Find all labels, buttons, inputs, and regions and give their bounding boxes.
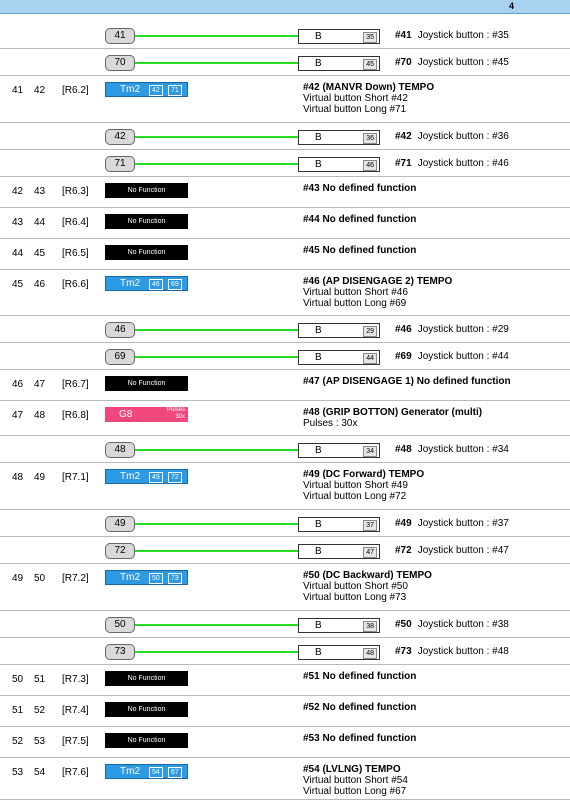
link-text: Joystick button : #34 <box>417 444 509 455</box>
link-text: Joystick button : #46 <box>417 158 509 169</box>
function-title-text: #46 (AP DISENGAGE 2) TEMPO <box>303 276 453 287</box>
link-description <box>395 324 509 335</box>
link-text: Joystick button : #35 <box>417 30 509 41</box>
no-function-block[interactable]: No Function <box>105 702 188 717</box>
joystick-button-box[interactable] <box>298 443 380 458</box>
tempo-label: Tm2 <box>120 766 140 777</box>
link-description <box>395 131 509 142</box>
tempo-block[interactable] <box>105 82 188 97</box>
function-title <box>303 183 416 194</box>
function-description <box>303 671 416 682</box>
link-description <box>395 518 509 529</box>
link-text: Joystick button : #36 <box>417 131 509 142</box>
joystick-button-number: 35 <box>363 32 377 43</box>
virtual-button-id: #49 <box>395 518 412 529</box>
joystick-button-label: B <box>315 647 322 658</box>
table-row <box>0 696 570 727</box>
function-title <box>303 245 416 256</box>
table-row <box>0 270 570 316</box>
tempo-long-button: 72 <box>168 472 182 483</box>
virtual-button-id: #42 <box>395 131 412 142</box>
table-row <box>0 510 570 537</box>
row-index: 53 <box>12 767 24 778</box>
function-detail: Virtual button Long #71 <box>303 104 407 115</box>
register-ref: [R6.4] <box>62 217 89 228</box>
generator-pulses-label: Pulses <box>166 407 185 413</box>
function-detail: Virtual button Short #42 <box>303 93 408 104</box>
button-index: 54 <box>34 767 46 778</box>
link-text: Joystick button : #37 <box>417 518 509 529</box>
link-wire <box>135 35 298 37</box>
function-detail: Virtual button Long #67 <box>303 786 407 797</box>
joystick-button-box[interactable] <box>298 618 380 633</box>
row-index: 42 <box>12 186 24 197</box>
link-text: Joystick button : #44 <box>417 351 509 362</box>
function-detail: Virtual button Short #54 <box>303 775 408 786</box>
joystick-button-box[interactable] <box>298 517 380 532</box>
register-ref: [R6.2] <box>62 85 89 96</box>
function-description <box>303 276 452 309</box>
joystick-button-label: B <box>315 620 322 631</box>
register-ref: [R7.6] <box>62 767 89 778</box>
joystick-button-label: B <box>315 519 322 530</box>
link-description <box>395 57 509 68</box>
table-row <box>0 638 570 665</box>
link-text: Joystick button : #29 <box>417 324 509 335</box>
button-index: 49 <box>34 472 46 483</box>
link-wire <box>135 523 298 525</box>
tempo-short-button: 46 <box>149 279 163 290</box>
button-index: 48 <box>34 410 46 421</box>
tempo-label: Tm2 <box>120 84 140 95</box>
virtual-button-id: #71 <box>395 158 412 169</box>
virtual-button-id: #73 <box>395 646 412 657</box>
table-row <box>0 316 570 343</box>
button-index: 50 <box>34 573 46 584</box>
button-index: 53 <box>34 736 46 747</box>
function-title-text: #45 No defined function <box>303 245 417 256</box>
function-detail: Virtual button Long #69 <box>303 298 407 309</box>
function-detail: Virtual button Short #49 <box>303 480 408 491</box>
register-ref: [R7.5] <box>62 736 89 747</box>
joystick-button-label: B <box>315 31 322 42</box>
function-title-text: #48 (GRIP BOTTON) Generator (multi) <box>303 407 483 418</box>
row-index: 46 <box>12 379 24 390</box>
function-description <box>303 733 416 744</box>
table-row <box>0 436 570 463</box>
button-index: 46 <box>34 279 46 290</box>
function-title <box>303 702 416 713</box>
joystick-button-number: 37 <box>363 520 377 531</box>
tempo-short-button: 42 <box>149 85 163 96</box>
joystick-button-box[interactable] <box>298 130 380 145</box>
row-index: 45 <box>12 279 24 290</box>
function-description <box>303 183 416 194</box>
function-title-text: #43 No defined function <box>303 183 417 194</box>
virtual-button-pill[interactable]: 50 <box>105 617 135 633</box>
table-row <box>0 564 570 611</box>
table-row <box>0 727 570 758</box>
virtual-button-id: #69 <box>395 351 412 362</box>
function-description <box>303 214 416 225</box>
table-row <box>0 49 570 76</box>
function-description <box>303 245 416 256</box>
table-row <box>0 370 570 401</box>
joystick-button-number: 38 <box>363 621 377 632</box>
virtual-button-pill[interactable]: 46 <box>105 322 135 338</box>
register-ref: [R6.3] <box>62 186 89 197</box>
register-ref: [R6.6] <box>62 279 89 290</box>
joystick-button-box[interactable] <box>298 157 380 172</box>
register-ref: [R7.2] <box>62 573 89 584</box>
button-index: 42 <box>34 85 46 96</box>
function-title-text: #50 (DC Backward) TEMPO <box>303 570 432 581</box>
tempo-long-button: 67 <box>168 767 182 778</box>
function-title-text: #42 (MANVR Down) TEMPO <box>303 82 435 93</box>
function-detail: Virtual button Long #72 <box>303 491 407 502</box>
row-index: 43 <box>12 217 24 228</box>
link-wire <box>135 449 298 451</box>
table-row <box>0 401 570 436</box>
function-detail: Virtual button Long #73 <box>303 592 407 603</box>
register-ref: [R6.8] <box>62 410 89 421</box>
link-text: Joystick button : #38 <box>417 619 509 630</box>
row-index: 50 <box>12 674 24 685</box>
joystick-button-label: B <box>315 546 322 557</box>
link-description <box>395 619 509 630</box>
joystick-button-number: 34 <box>363 446 377 457</box>
table-row <box>0 537 570 564</box>
tempo-label: Tm2 <box>120 278 140 289</box>
joystick-button-label: B <box>315 445 322 456</box>
link-wire <box>135 163 298 165</box>
link-wire <box>135 62 298 64</box>
no-function-block[interactable]: No Function <box>105 245 188 260</box>
register-ref: [R7.4] <box>62 705 89 716</box>
table-row <box>0 150 570 177</box>
joystick-button-number: 44 <box>363 353 377 364</box>
table-row <box>0 463 570 510</box>
button-index: 51 <box>34 674 46 685</box>
function-title <box>303 214 416 225</box>
virtual-button-id: #72 <box>395 545 412 556</box>
row-index: 51 <box>12 705 24 716</box>
link-description <box>395 646 509 657</box>
joystick-button-number: 46 <box>363 160 377 171</box>
virtual-button-pill[interactable]: 69 <box>105 349 135 365</box>
link-text: Joystick button : #47 <box>417 545 509 556</box>
joystick-button-box[interactable] <box>298 323 380 338</box>
joystick-button-number: 47 <box>363 547 377 558</box>
no-function-block[interactable]: No Function <box>105 183 188 198</box>
virtual-button-pill[interactable]: 49 <box>105 516 135 532</box>
tempo-block[interactable] <box>105 469 188 484</box>
joystick-button-box[interactable] <box>298 29 380 44</box>
function-title <box>303 82 434 93</box>
link-wire <box>135 651 298 653</box>
joystick-button-label: B <box>315 352 322 363</box>
tempo-short-button: 50 <box>149 573 163 584</box>
register-ref: [R7.1] <box>62 472 89 483</box>
link-wire <box>135 356 298 358</box>
function-description <box>303 702 416 713</box>
link-text: Joystick button : #48 <box>417 646 509 657</box>
register-ref: [R6.7] <box>62 379 89 390</box>
function-description <box>303 469 424 502</box>
row-index: 44 <box>12 248 24 259</box>
row-index: 52 <box>12 736 24 747</box>
generator-label: G8 <box>119 409 133 420</box>
function-title-text: #54 (LVLNG) TEMPO <box>303 764 401 775</box>
joystick-button-number: 36 <box>363 133 377 144</box>
button-index: 44 <box>34 217 46 228</box>
joystick-button-box[interactable] <box>298 544 380 559</box>
tempo-block[interactable] <box>105 570 188 585</box>
function-title-text: #52 No defined function <box>303 702 417 713</box>
virtual-button-pill[interactable]: 72 <box>105 543 135 559</box>
table-row <box>0 177 570 208</box>
button-index: 43 <box>34 186 46 197</box>
function-title <box>303 671 416 682</box>
joystick-button-number: 29 <box>363 326 377 337</box>
virtual-button-pill[interactable]: 42 <box>105 129 135 145</box>
function-title-text: #53 No defined function <box>303 733 417 744</box>
virtual-button-id: #50 <box>395 619 412 630</box>
table-row <box>0 76 570 123</box>
no-function-block[interactable]: No Function <box>105 671 188 686</box>
function-title-text: #49 (DC Forward) TEMPO <box>303 469 425 480</box>
function-description <box>303 570 432 603</box>
button-index: 52 <box>34 705 46 716</box>
register-ref: [R7.3] <box>62 674 89 685</box>
link-wire <box>135 624 298 626</box>
joystick-button-box[interactable] <box>298 56 380 71</box>
tempo-long-button: 73 <box>168 573 182 584</box>
table-row <box>0 208 570 239</box>
joystick-button-box[interactable] <box>298 350 380 365</box>
page-number: 4 <box>509 1 515 11</box>
joystick-button-number: 45 <box>363 59 377 70</box>
function-title <box>303 733 416 744</box>
joystick-button-label: B <box>315 325 322 336</box>
function-title <box>303 407 482 418</box>
function-title <box>303 376 511 387</box>
no-function-block[interactable]: No Function <box>105 733 188 748</box>
table-row <box>0 611 570 638</box>
virtual-button-pill[interactable]: 71 <box>105 156 135 172</box>
table-row <box>0 665 570 696</box>
function-description <box>303 376 511 387</box>
function-title <box>303 469 424 480</box>
function-title-text: #47 (AP DISENGAGE 1) No defined function <box>303 376 511 387</box>
virtual-button-id: #48 <box>395 444 412 455</box>
virtual-button-pill[interactable]: 70 <box>105 55 135 71</box>
virtual-button-id: #46 <box>395 324 412 335</box>
function-detail: Virtual button Short #46 <box>303 287 408 298</box>
tempo-long-button: 71 <box>168 85 182 96</box>
button-index: 45 <box>34 248 46 259</box>
link-description <box>395 158 509 169</box>
function-title-text: #51 No defined function <box>303 671 417 682</box>
table-row <box>0 343 570 370</box>
function-description <box>303 82 434 115</box>
function-title <box>303 276 452 287</box>
table-row <box>0 123 570 150</box>
table-row <box>0 758 570 800</box>
function-title <box>303 764 408 775</box>
link-description <box>395 444 509 455</box>
link-wire <box>135 329 298 331</box>
function-description <box>303 764 408 797</box>
generator-block[interactable] <box>105 407 188 422</box>
row-index: 47 <box>12 410 24 421</box>
row-index: 41 <box>12 85 24 96</box>
virtual-button-id: #70 <box>395 57 412 68</box>
button-index: 47 <box>34 379 46 390</box>
joystick-button-label: B <box>315 58 322 69</box>
virtual-button-pill[interactable]: 41 <box>105 28 135 44</box>
link-wire <box>135 136 298 138</box>
table-row <box>0 22 570 49</box>
tempo-label: Tm2 <box>120 572 140 583</box>
row-index: 48 <box>12 472 24 483</box>
header-bar <box>0 0 570 14</box>
virtual-button-pill[interactable]: 48 <box>105 442 135 458</box>
link-description <box>395 351 509 362</box>
link-wire <box>135 550 298 552</box>
function-title-text: #44 No defined function <box>303 214 417 225</box>
joystick-button-box[interactable] <box>298 645 380 660</box>
joystick-button-label: B <box>315 132 322 143</box>
joystick-button-number: 48 <box>363 648 377 659</box>
link-text: Joystick button : #45 <box>417 57 509 68</box>
tempo-label: Tm2 <box>120 471 140 482</box>
row-index: 49 <box>12 573 24 584</box>
tempo-short-button: 54 <box>149 767 163 778</box>
tempo-block[interactable] <box>105 276 188 291</box>
virtual-button-pill[interactable]: 73 <box>105 644 135 660</box>
virtual-button-id: #41 <box>395 30 412 41</box>
generator-pulses-count: 30x <box>175 414 185 420</box>
link-description <box>395 30 509 41</box>
tempo-block[interactable] <box>105 764 188 779</box>
tempo-short-button: 49 <box>149 472 163 483</box>
no-function-block[interactable]: No Function <box>105 214 188 229</box>
no-function-block[interactable]: No Function <box>105 376 188 391</box>
table-row <box>0 239 570 270</box>
register-ref: [R6.5] <box>62 248 89 259</box>
tempo-long-button: 69 <box>168 279 182 290</box>
function-description <box>303 407 482 429</box>
function-title <box>303 570 432 581</box>
function-detail: Pulses : 30x <box>303 418 358 429</box>
joystick-button-label: B <box>315 159 322 170</box>
function-detail: Virtual button Short #50 <box>303 581 408 592</box>
link-description <box>395 545 509 556</box>
